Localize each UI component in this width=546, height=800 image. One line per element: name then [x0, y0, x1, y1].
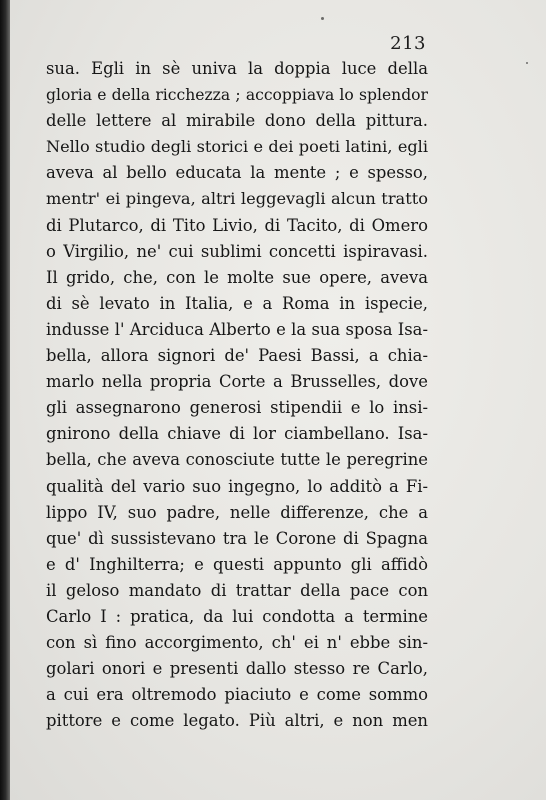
text-line: di Plutarco, di Tito Livio, di Tacito, di Omero	[46, 215, 428, 235]
text-line: que' dì sussistevano tra le Corone di Spagna	[46, 528, 428, 548]
text-line: gloria e della ricchezza ; accoppiava lo splendor	[46, 86, 428, 105]
text-line: marlo nella propria Corte a Brusselles, dove	[46, 372, 428, 392]
paper-speck	[321, 17, 324, 20]
book-page	[10, 0, 546, 800]
text-line: bella, allora signori de' Paesi Bassi, a chia-	[46, 346, 428, 366]
text-line: gli assegnarono generosi stipendii e lo insi-	[46, 398, 428, 418]
body-text	[46, 56, 428, 734]
text-line: indusse l' Arciduca Alberto e la sua sposa Isa-	[46, 319, 428, 339]
text-line: delle lettere al mirabile dono della pittura.	[46, 111, 428, 131]
text-line: lippo IV, suo padre, nelle differenze, che a	[46, 502, 428, 522]
text-line: e d' Inghilterra; e questi appunto gli affidò	[46, 554, 428, 574]
text-line: bella, che aveva conosciute tutte le peregrine	[46, 450, 428, 470]
text-line: gnirono della chiave di lor ciambellano. Isa-	[46, 424, 428, 444]
text-line: mentr' ei pingeva, altri leggevagli alcun tratto	[46, 189, 428, 209]
book-spine-edge	[0, 0, 10, 800]
text-line: qualità del vario suo ingegno, lo additò a Fi-	[46, 476, 428, 496]
text-line: Il grido, che, con le molte sue opere, aveva	[46, 267, 428, 287]
text-line: con sì fino accorgimento, ch' ei n' ebbe sin-	[46, 633, 428, 653]
text-line: il geloso mandato di trattar della pace con	[46, 580, 428, 600]
text-line: golari onori e presenti dallo stesso re Carlo,	[46, 659, 428, 679]
text-line: di sè levato in Italia, e a Roma in ispecie,	[46, 293, 428, 313]
text-line: Carlo I : pratica, da lui condotta a termine	[46, 606, 428, 626]
text-line: Nello studio degli storici e dei poeti latini, egli	[46, 137, 428, 157]
text-line: sua. Egli in sè univa la doppia luce della	[46, 59, 428, 78]
text-line: aveva al bello educata la mente ; e spesso,	[46, 163, 428, 183]
text-line: pittore e come legato. Più altri, e non men	[46, 711, 428, 731]
text-line: o Virgilio, ne' cui sublimi concetti ispiravasi.	[46, 241, 428, 261]
page-number: 213	[390, 33, 426, 54]
paper-speck	[526, 62, 528, 64]
text-line: a cui era oltremodo piaciuto e come sommo	[46, 685, 428, 705]
